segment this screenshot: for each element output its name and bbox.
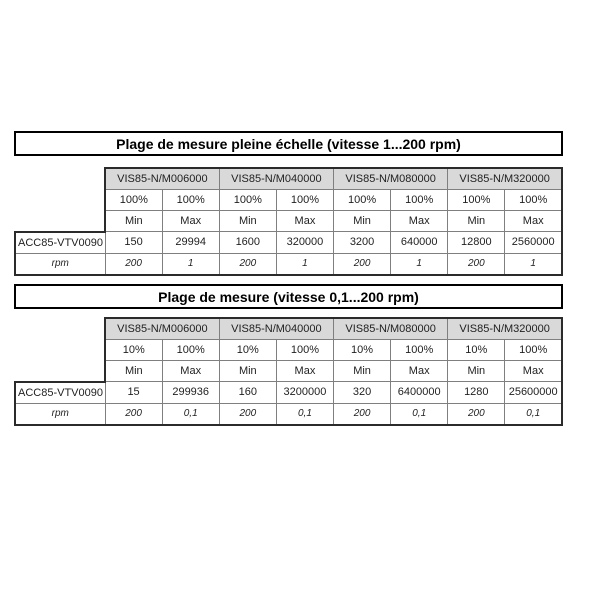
- model-header-cell: VIS85-N/M320000: [448, 318, 562, 340]
- value-cell: 150: [105, 232, 162, 254]
- empty-corner-cell: [15, 361, 105, 382]
- model-header-cell: VIS85-N/M080000: [334, 168, 448, 190]
- table-row: [15, 361, 562, 382]
- rpm-row-label: rpm: [15, 403, 105, 425]
- table-row: [15, 403, 562, 425]
- table-row: [15, 190, 562, 211]
- minmax-cell: Min: [219, 211, 276, 232]
- percent-cell: 100%: [334, 190, 391, 211]
- value-cell: 25600000: [505, 382, 562, 404]
- model-header-cell: VIS85-N/M006000: [105, 168, 219, 190]
- rpm-value-cell: 200: [105, 403, 162, 425]
- table-row: [15, 211, 562, 232]
- table-row: [15, 168, 562, 190]
- percent-cell: 10%: [448, 340, 505, 361]
- rpm-value-cell: 200: [334, 403, 391, 425]
- percent-cell: 100%: [391, 190, 448, 211]
- table-row: [15, 340, 562, 361]
- section-title-low-speed: Plage de mesure (vitesse 0,1...200 rpm): [14, 284, 563, 309]
- minmax-cell: Min: [105, 211, 162, 232]
- rpm-value-cell: 1: [162, 253, 219, 275]
- minmax-cell: Min: [105, 361, 162, 382]
- percent-cell: 100%: [448, 190, 505, 211]
- percent-cell: 100%: [105, 190, 162, 211]
- rpm-value-cell: 0,1: [276, 403, 333, 425]
- minmax-cell: Max: [505, 361, 562, 382]
- value-cell: 29994: [162, 232, 219, 254]
- value-cell: 15: [105, 382, 162, 404]
- value-cell: 320000: [276, 232, 333, 254]
- value-cell: 12800: [448, 232, 505, 254]
- rpm-value-cell: 0,1: [162, 403, 219, 425]
- model-header-cell: VIS85-N/M006000: [105, 318, 219, 340]
- model-header-cell: VIS85-N/M080000: [334, 318, 448, 340]
- value-cell: 3200000: [276, 382, 333, 404]
- device-row-label: ACC85-VTV0090: [15, 382, 105, 404]
- percent-cell: 10%: [334, 340, 391, 361]
- minmax-cell: Min: [334, 361, 391, 382]
- minmax-cell: Max: [162, 361, 219, 382]
- percent-cell: 100%: [219, 190, 276, 211]
- rpm-value-cell: 200: [448, 253, 505, 275]
- device-row-label: ACC85-VTV0090: [15, 232, 105, 254]
- percent-cell: 100%: [391, 340, 448, 361]
- minmax-cell: Max: [391, 361, 448, 382]
- minmax-cell: Min: [448, 211, 505, 232]
- rpm-value-cell: 200: [334, 253, 391, 275]
- empty-corner-cell: [15, 168, 105, 190]
- empty-corner-cell: [15, 340, 105, 361]
- table-row: [15, 382, 562, 404]
- minmax-cell: Max: [276, 211, 333, 232]
- percent-cell: 10%: [105, 340, 162, 361]
- measurement-table-low-speed: [14, 317, 563, 426]
- table-row: [15, 318, 562, 340]
- value-cell: 3200: [334, 232, 391, 254]
- value-cell: 1600: [219, 232, 276, 254]
- minmax-cell: Max: [505, 211, 562, 232]
- value-cell: 299936: [162, 382, 219, 404]
- percent-cell: 100%: [276, 190, 333, 211]
- percent-cell: 100%: [505, 190, 562, 211]
- rpm-value-cell: 200: [105, 253, 162, 275]
- value-cell: 320: [334, 382, 391, 404]
- empty-corner-cell: [15, 211, 105, 232]
- minmax-cell: Min: [334, 211, 391, 232]
- value-cell: 2560000: [505, 232, 562, 254]
- percent-cell: 100%: [162, 190, 219, 211]
- table-row: [15, 253, 562, 275]
- percent-cell: 10%: [219, 340, 276, 361]
- rpm-value-cell: 0,1: [505, 403, 562, 425]
- model-header-cell: VIS85-N/M040000: [219, 168, 333, 190]
- minmax-cell: Max: [276, 361, 333, 382]
- rpm-row-label: rpm: [15, 253, 105, 275]
- percent-cell: 100%: [276, 340, 333, 361]
- minmax-cell: Max: [391, 211, 448, 232]
- rpm-value-cell: 200: [219, 253, 276, 275]
- empty-corner-cell: [15, 318, 105, 340]
- table-row: [15, 232, 562, 254]
- value-cell: 6400000: [391, 382, 448, 404]
- minmax-cell: Min: [219, 361, 276, 382]
- rpm-value-cell: 200: [448, 403, 505, 425]
- measurement-table-full-scale: [14, 167, 563, 276]
- rpm-value-cell: 0,1: [391, 403, 448, 425]
- model-header-cell: VIS85-N/M320000: [448, 168, 562, 190]
- rpm-value-cell: 1: [276, 253, 333, 275]
- rpm-value-cell: 200: [219, 403, 276, 425]
- empty-corner-cell: [15, 190, 105, 211]
- minmax-cell: Max: [162, 211, 219, 232]
- value-cell: 1280: [448, 382, 505, 404]
- value-cell: 640000: [391, 232, 448, 254]
- rpm-value-cell: 1: [391, 253, 448, 275]
- percent-cell: 100%: [162, 340, 219, 361]
- rpm-value-cell: 1: [505, 253, 562, 275]
- section-title-full-scale: Plage de mesure pleine échelle (vitesse 1...200 rpm): [14, 131, 563, 156]
- percent-cell: 100%: [505, 340, 562, 361]
- minmax-cell: Min: [448, 361, 505, 382]
- model-header-cell: VIS85-N/M040000: [219, 318, 333, 340]
- value-cell: 160: [219, 382, 276, 404]
